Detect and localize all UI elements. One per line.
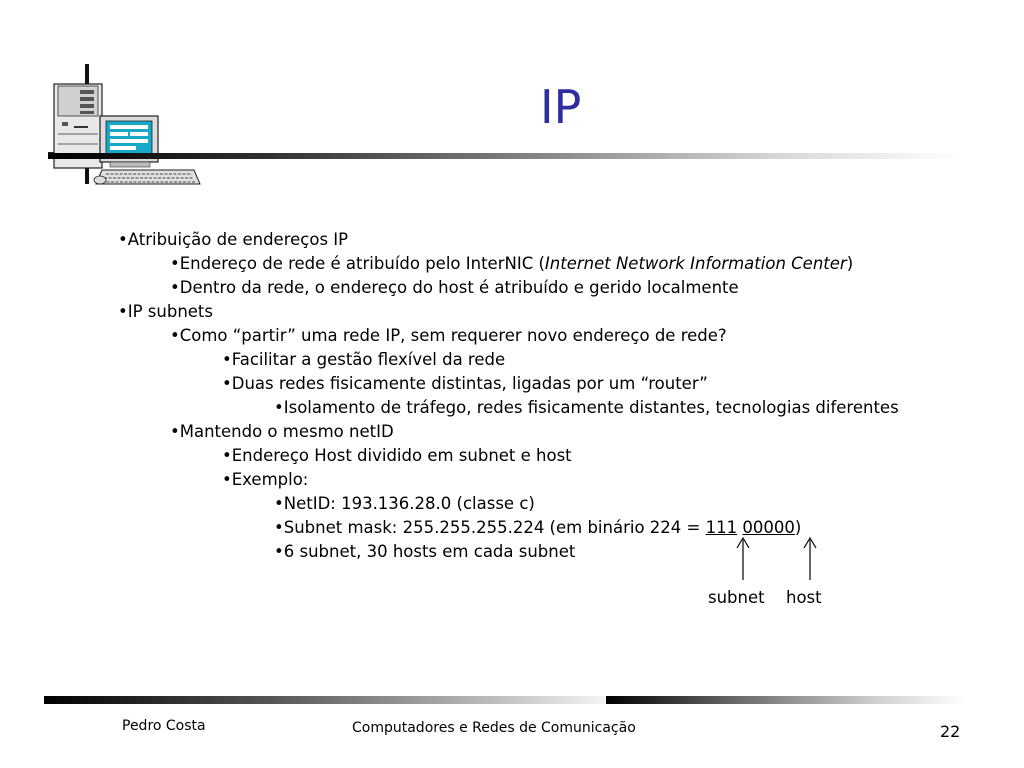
footer-author: Pedro Costa — [122, 718, 206, 734]
footer-divider-left — [44, 696, 606, 704]
bullet-text: Endereço Host dividido em subnet e host — [231, 446, 572, 465]
bullet-text: IP subnets — [127, 302, 213, 321]
bullet-text: Duas redes fisicamente distintas, ligadas por um “router” — [231, 374, 708, 393]
bullet-marker: • — [274, 518, 284, 537]
bullet-text: 111 — [705, 518, 738, 537]
bullet-text: ) — [846, 254, 854, 273]
bullet-marker: • — [170, 278, 180, 297]
bullet-marker: • — [222, 350, 232, 369]
bullet-text: Exemplo: — [231, 470, 309, 489]
bullet-text: Endereço de rede é atribuído pelo InterNIC ( — [179, 254, 545, 273]
bullet-marker: • — [274, 398, 284, 417]
bullet-marker: • — [222, 446, 232, 465]
bullet-text: 6 subnet, 30 hosts em cada subnet — [283, 542, 576, 561]
bullet-text: ) — [794, 518, 802, 537]
bullet-marker: • — [170, 422, 180, 441]
bullet-marker: • — [170, 326, 180, 345]
subnet-label: subnet — [708, 588, 765, 607]
bullet-text: Como “partir” uma rede IP, sem requerer novo endereço de rede? — [179, 326, 727, 345]
bullet-text: Isolamento de tráfego, redes fisicamente distantes, tecnologias diferentes — [283, 398, 899, 417]
footer-divider-right — [606, 696, 966, 704]
bullet-text: Dentro da rede, o endereço do host é atribuído e gerido localmente — [179, 278, 739, 297]
bullet-text: NetID: 193.136.28.0 (classe c) — [283, 494, 535, 513]
bullet-text: Atribuição de endereços IP — [127, 230, 349, 249]
bullet-text: Internet Network Information Center — [544, 254, 847, 273]
slide-title: IP — [540, 80, 582, 134]
bullet-text: 00000 — [742, 518, 795, 537]
bullet-text: Facilitar a gestão flexível da rede — [231, 350, 506, 369]
bullet-marker: • — [170, 254, 180, 273]
bullet-text: Mantendo o mesmo netID — [179, 422, 394, 441]
bullet-marker: • — [222, 470, 232, 489]
host-label: host — [786, 588, 822, 607]
page-number: 22 — [940, 722, 961, 741]
bullet-marker: • — [274, 494, 284, 513]
bullet-text: Subnet mask: 255.255.255.224 (em binário 224 = — [283, 518, 706, 537]
bullet-marker: • — [118, 230, 128, 249]
bullet-marker: • — [222, 374, 232, 393]
bullet-marker: • — [274, 542, 284, 561]
footer-course: Computadores e Redes de Comunicação — [352, 720, 636, 736]
bullet-marker: • — [118, 302, 128, 321]
